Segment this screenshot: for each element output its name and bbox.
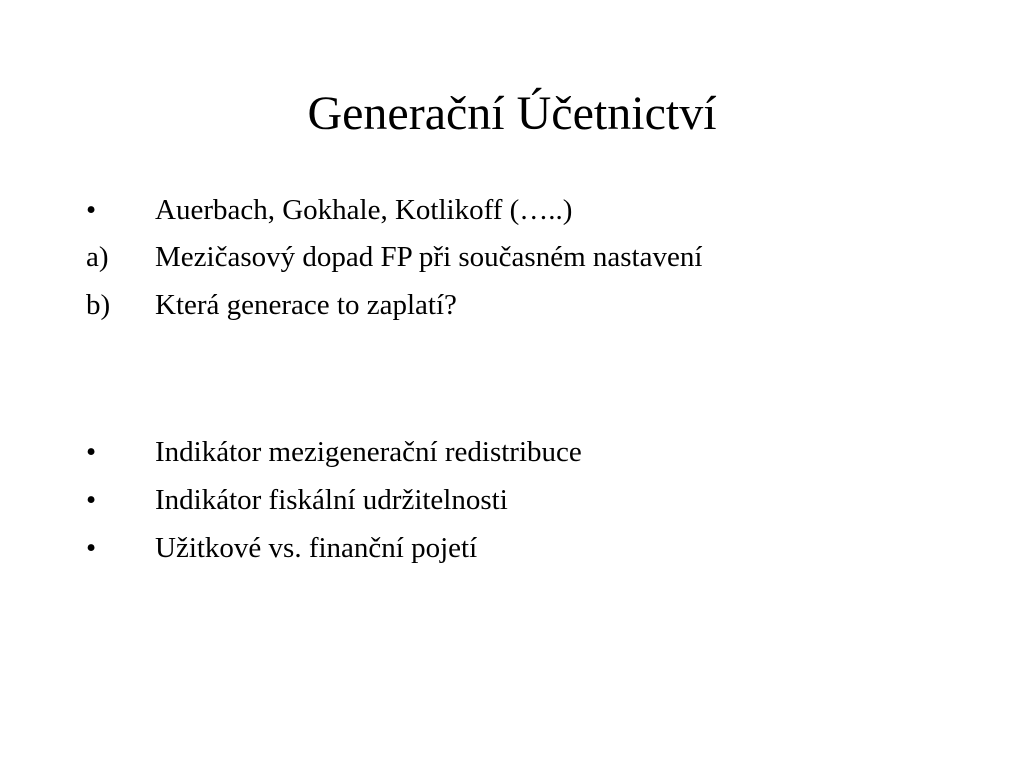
- bullet-marker: •: [86, 484, 97, 516]
- list-item: [0, 528, 1024, 568]
- list-item: [0, 432, 1024, 472]
- list-item: [0, 237, 1024, 277]
- list-item: [0, 480, 1024, 520]
- list-item: [0, 285, 1024, 325]
- letter-marker: b): [86, 289, 111, 321]
- letter-marker: a): [86, 241, 109, 273]
- list-item-text: Užitkové vs. finanční pojetí: [155, 532, 478, 564]
- list-item-text: Indikátor mezigenerační redistribuce: [155, 436, 582, 468]
- list-item-text: Auerbach, Gokhale, Kotlikoff (…..): [155, 194, 573, 226]
- list-item-text: Indikátor fiskální udržitelnosti: [155, 484, 508, 516]
- bullet-marker: •: [86, 436, 97, 468]
- bullet-marker: •: [86, 532, 97, 564]
- list-item-text: Která generace to zaplatí?: [155, 289, 457, 321]
- bullet-marker: •: [86, 194, 97, 226]
- list-item-text: Mezičasový dopad FP při současném nastavení: [155, 241, 703, 273]
- slide-title: Generační Účetnictví: [307, 87, 717, 140]
- list-item: [0, 190, 1024, 230]
